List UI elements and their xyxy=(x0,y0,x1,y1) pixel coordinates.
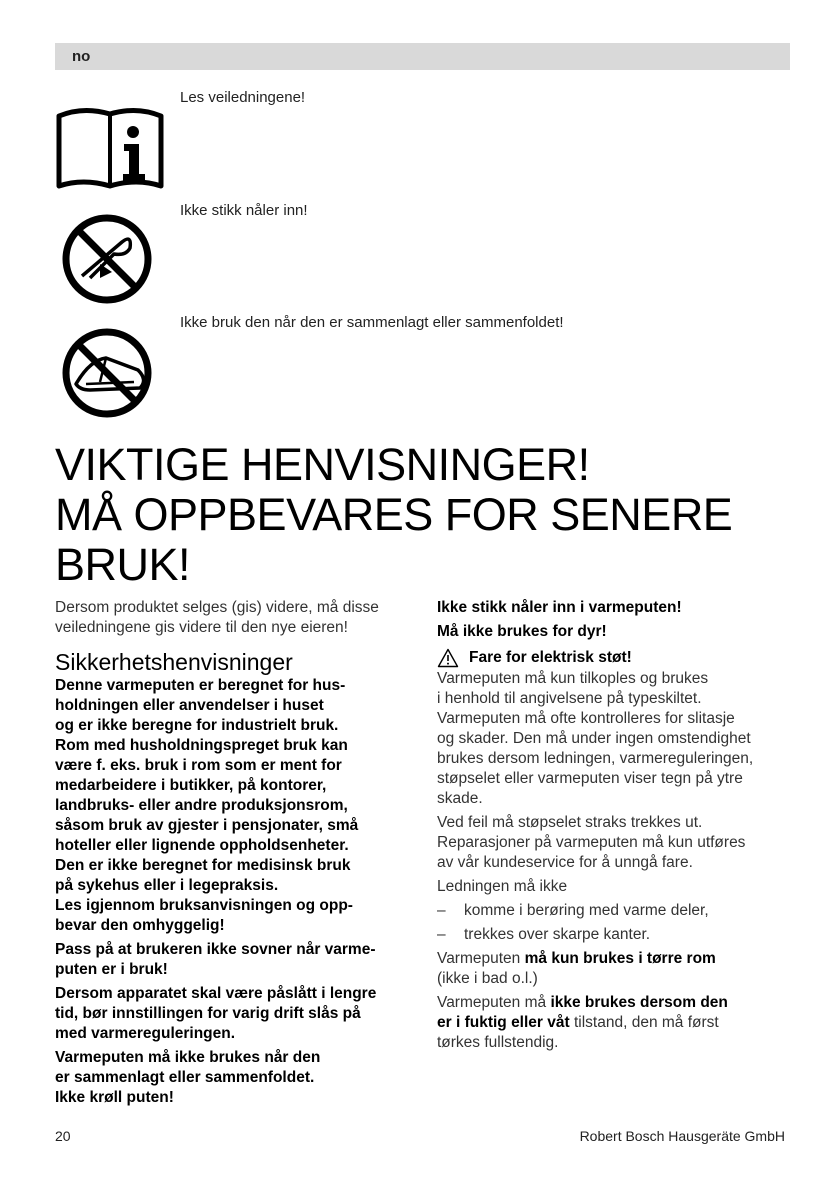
wet-condition-paragraph: Varmeputen må ikke brukes dersom den er i fuktig eller våt tilstand, den må først tørkes fullstendig. xyxy=(437,994,728,1051)
safety-paragraph-6: Dersom apparatet skal være påslått i lengre tid, bør innstillingen for varig drift slås på med varmereguleringen. xyxy=(55,985,377,1042)
cord-intro: Ledningen må ikke xyxy=(437,878,568,895)
no-pins-icon xyxy=(60,212,154,306)
company-name: Robert Bosch Hausgeräte GmbH xyxy=(579,1128,785,1144)
no-animals-warning: Må ikke brukes for dyr! xyxy=(437,623,607,640)
page-number: 20 xyxy=(55,1128,71,1144)
right-column xyxy=(437,598,792,1053)
headline-line-1: VIKTIGE HENVISNINGER! xyxy=(55,439,590,490)
electric-shock-warning xyxy=(437,648,792,668)
no-pins-warning: Ikke stikk nåler inn i varmeputen! xyxy=(437,599,682,616)
no-folded-use-icon xyxy=(60,326,154,420)
language-code: no xyxy=(72,48,91,65)
safety-paragraph-3: Den er ikke beregnet for medisinsk bruk på sykehus eller i legepraksis. xyxy=(55,857,351,894)
dry-rooms-paragraph: Varmeputen må kun brukes i tørre rom (ikke i bad o.l.) xyxy=(437,950,716,987)
intro-line-1: Dersom produktet selges (gis) videre, må disse xyxy=(55,599,379,616)
section-title: Sikkerhetshenvisninger xyxy=(55,649,293,675)
list-item: – trekkes over skarpe kanter. xyxy=(437,926,651,943)
safety-paragraph-5: Pass på at brukeren ikke sovner når varme- puten er i bruk! xyxy=(55,941,376,978)
list-item: – komme i berøring med varme deler, xyxy=(437,902,709,919)
safety-paragraph-2: Rom med husholdningspreget bruk kan være f. eks. bruk i rom som er ment for medarbeidere i butikker, på kontorer, landbruks- eller andre produksjonsrom, såsom bruk av gjester i pensjonater, små hoteller eller lignende oppholdsenheter. xyxy=(55,737,359,854)
right-paragraph-2: Ved feil må støpselet straks trekkes ut. Reparasjoner på varmeputen må kun utføres av vår kundeservice for å unngå fare. xyxy=(437,814,746,871)
safety-paragraph-4: Les igjennom bruksanvisningen og opp- bevar den omhyggelig! xyxy=(55,897,353,934)
intro-line-2: veiledningene gis videre til den nye eieren! xyxy=(55,619,348,636)
pictogram-caption-read: Les veiledningene! xyxy=(180,89,306,106)
headline-line-3: BRUK! xyxy=(55,539,191,590)
warning-triangle-icon xyxy=(437,648,459,668)
left-column xyxy=(55,598,415,1108)
pictogram-caption-folded: Ikke bruk den når den er sammenlagt eller sammenfoldet! xyxy=(180,314,564,331)
language-bar xyxy=(55,43,790,70)
headline-line-2: MÅ OPPBEVARES FOR SENERE xyxy=(55,489,733,540)
right-paragraph-1: Varmeputen må kun tilkoples og brukes i henhold til angivelsene på typeskiltet. Varmeputen må ofte kontrolleres for slitasje og skader. Den må under ingen omstendighet brukes dersom ledningen, varmereguleringen, støpselet eller varmeputen viser tegn på ytre skade. xyxy=(437,670,754,807)
pictogram-caption-pins: Ikke stikk nåler inn! xyxy=(180,202,308,219)
safety-paragraph-7: Varmeputen må ikke brukes når den er sammenlagt eller sammenfoldet. Ikke krøll puten! xyxy=(55,1049,321,1106)
intro-text xyxy=(55,598,415,638)
read-instructions-icon xyxy=(55,98,165,190)
safety-paragraph-1: Denne varmeputen er beregnet for hus- holdningen eller anvendelser i huset og er ikke beregne for industrielt bruk. xyxy=(55,677,346,734)
warning-title: Fare for elektrisk støt! xyxy=(469,649,632,666)
